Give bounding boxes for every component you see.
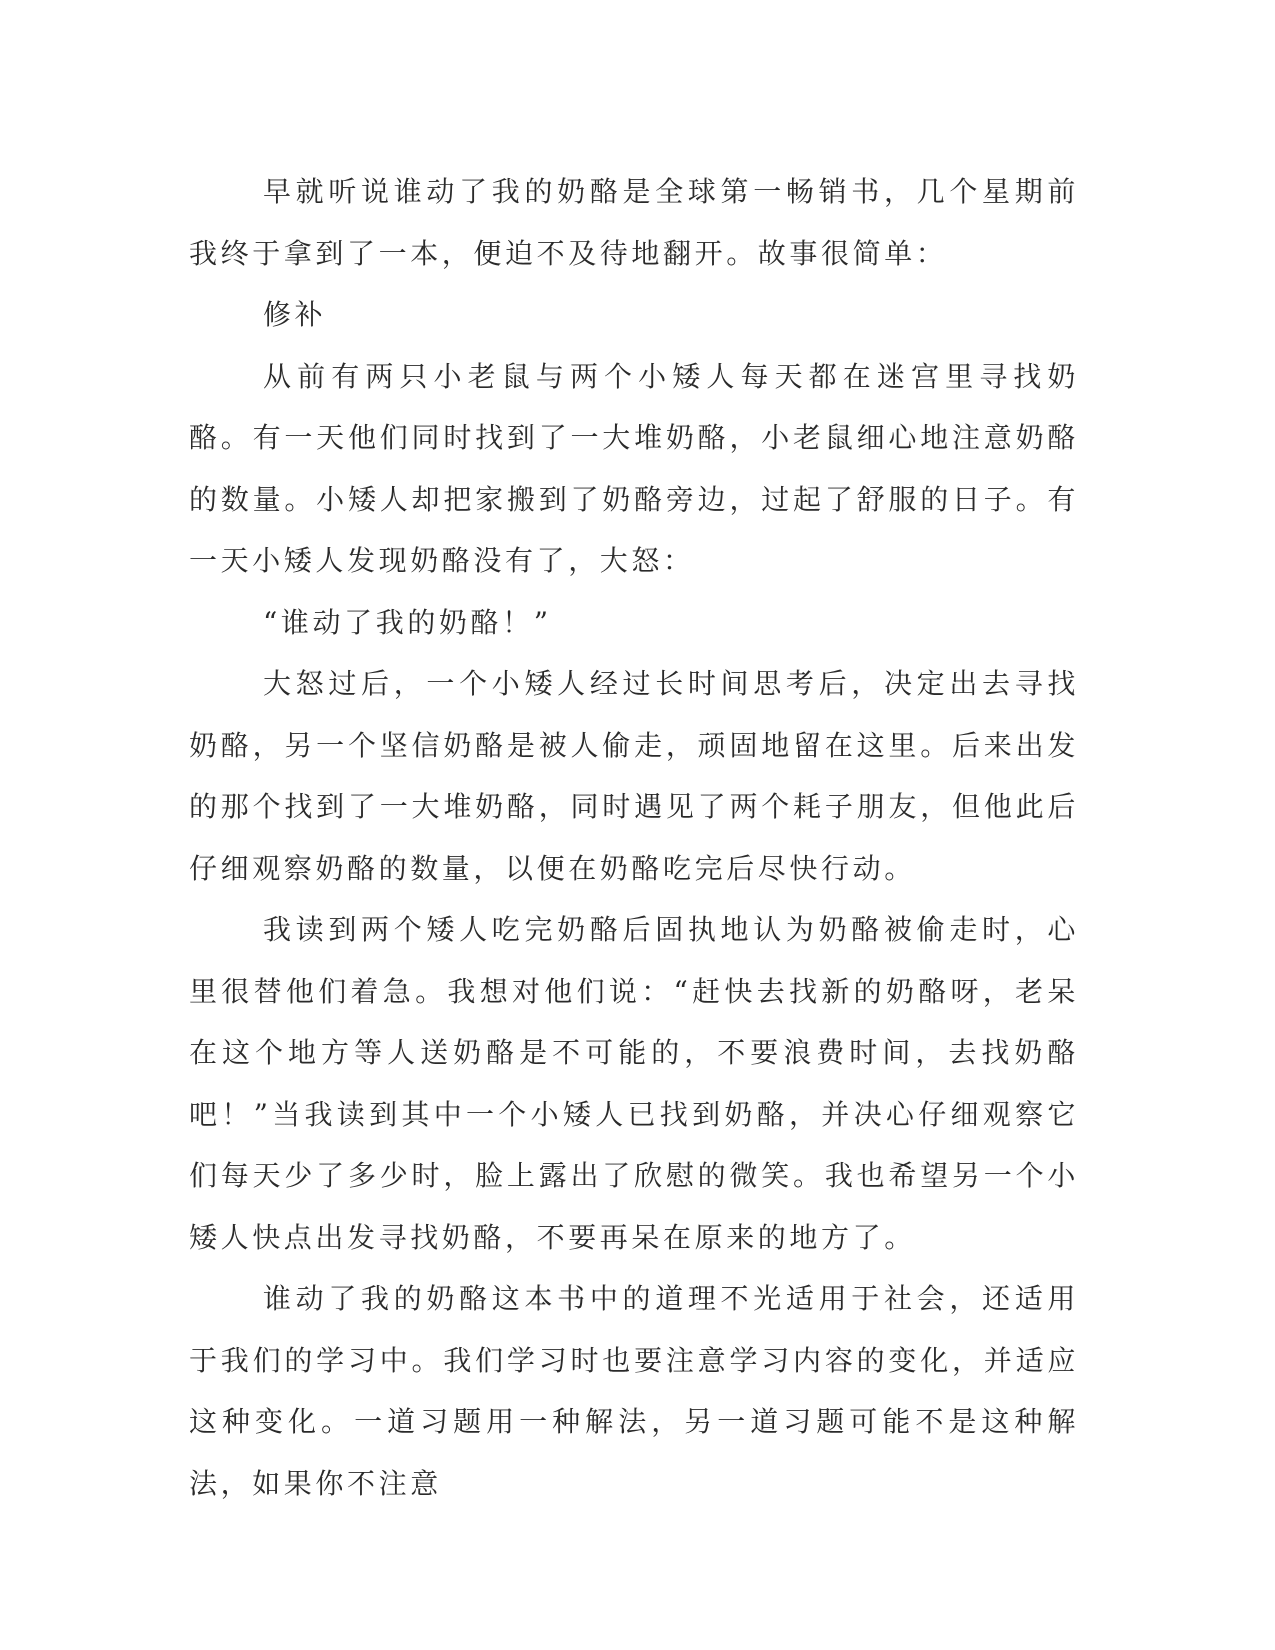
paragraph-story: 从前有两只小老鼠与两个小矮人每天都在迷宫里寻找奶酪。有一天他们同时找到了一大堆奶酪，小老鼠细心地注意奶酪的数量。小矮人却把家搬到了奶酪旁边，过起了舒服的日子。有一天小矮人发现奶酪没有了，大怒： [189,359,1079,577]
paragraph-heading: 修补 [263,298,327,331]
paragraph-lesson: 谁动了我的奶酪这本书中的道理不光适用于社会，还适用于我们的学习中。我们学习时也要注意学习内容的变化，并适应这种变化。一道习题用一种解法，另一道习题可能不是这种解法，如果你不注意 [189,1282,1079,1500]
document-body [189,161,1079,1514]
paragraph-quote: “谁动了我的奶酪！” [263,605,552,639]
paragraph-reader-reaction: 我读到两个矮人吃完奶酪后固执地认为奶酪被偷走时，心里很替他们着急。我想对他们说：“赶快去找新的奶酪呀，老呆在这个地方等人送奶酪是不可能的，不要浪费时间，去找奶酪吧！”当我读到其中一个小矮人已找到奶酪，并决心仔细观察它们每天少了多少时，脸上露出了欣慰的微笑。我也希望另一个小矮人快点出发寻找奶酪，不要再呆在原来的地方了。 [189,913,1079,1254]
paragraph-intro: 早就听说谁动了我的奶酪是全球第一畅销书，几个星期前我终于拿到了一本，便迫不及待地翻开。故事很简单： [189,175,1079,270]
paragraph-after-anger: 大怒过后，一个小矮人经过长时间思考后，决定出去寻找奶酪，另一个坚信奶酪是被人偷走，顽固地留在这里。后来出发的那个找到了一大堆奶酪，同时遇见了两个耗子朋友，但他此后仔细观察奶酪的数量，以便在奶酪吃完后尽快行动。 [189,667,1079,885]
